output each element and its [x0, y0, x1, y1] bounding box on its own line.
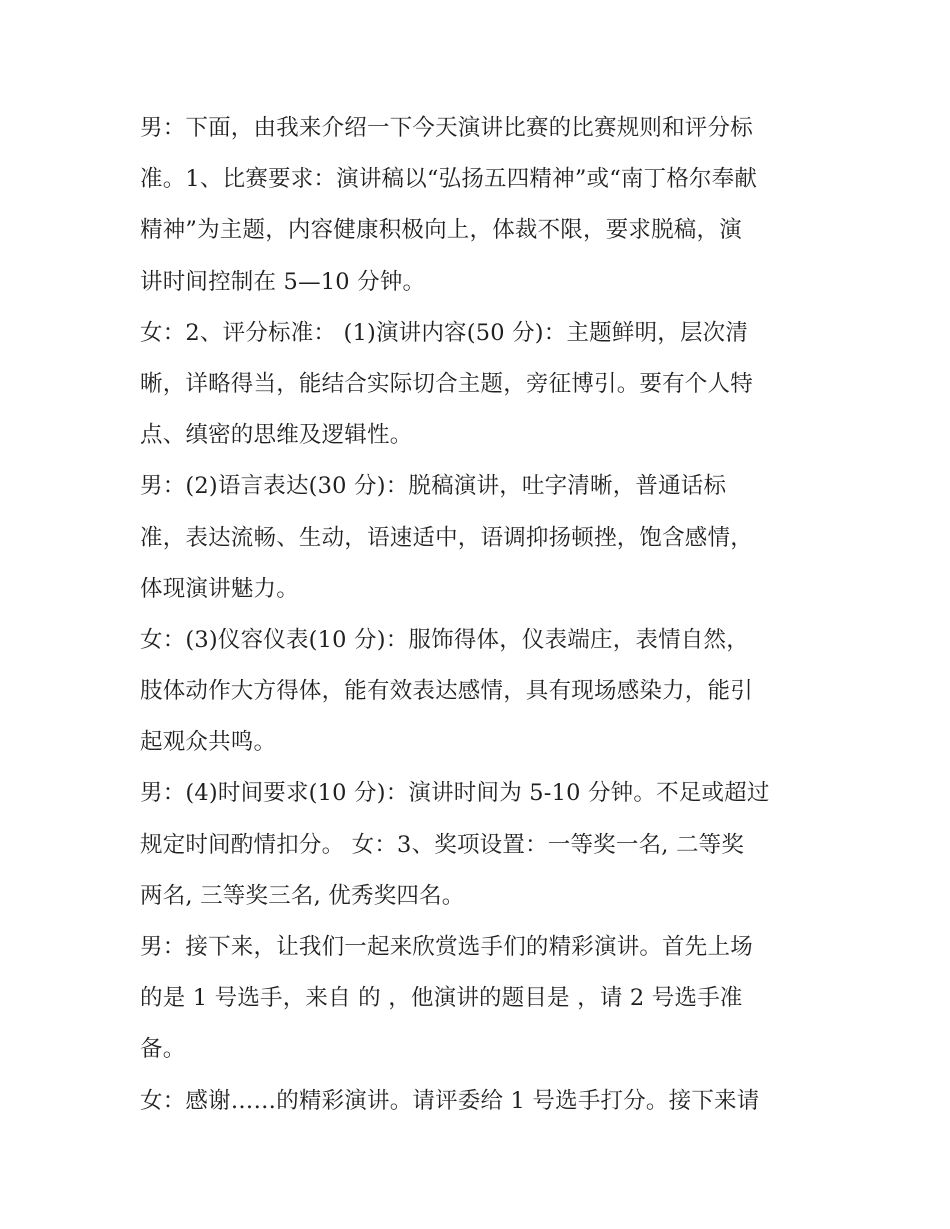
text-line: 肢体动作大方得体，能有效表达感情，具有现场感染力，能引	[140, 678, 753, 705]
text-line: 女：2、评分标准： (1)演讲内容(50 分)：主题鲜明，层次清	[140, 319, 749, 346]
text-line: 男：(2)语言表达(30 分)：脱稿演讲，吐字清晰，普通话标	[140, 473, 727, 500]
text-line: 女：感谢……的精彩演讲。请评委给 1 号选手打分。接下来请	[140, 1087, 760, 1114]
text-line: 讲时间控制在 5—10 分钟。	[140, 268, 426, 295]
text-line: 体现演讲魅力。	[140, 575, 299, 602]
text-line: 备。	[140, 1036, 186, 1063]
text-line: 准。1、比赛要求：演讲稿以“弘扬五四精神”或“南丁格尔奉献	[140, 166, 758, 193]
text-line: 精神”为主题，内容健康积极向上，体裁不限，要求脱稿，演	[140, 217, 742, 244]
text-line: 晰，详略得当，能结合实际切合主题，旁征博引。要有个人特	[140, 370, 753, 397]
text-line: 的是 1 号选手，来自 的 ，他演讲的题目是 ，请 2 号选手准	[140, 985, 743, 1012]
text-line: 准，表达流畅、生动，语速适中，语调抑扬顿挫，饱含感情，	[140, 524, 753, 551]
text-line: 女：(3)仪容仪表(10 分)：服饰得体，仪表端庄，表情自然，	[140, 626, 749, 653]
text-line: 两名, 三等奖三名, 优秀奖四名。	[140, 882, 465, 909]
text-line: 起观众共鸣。	[140, 729, 277, 756]
text-line: 规定时间酌情扣分。 女：3、奖项设置：一等奖一名, 二等奖	[140, 831, 745, 858]
text-line: 男：接下来，让我们一起来欣赏选手们的精彩演讲。首先上场	[140, 934, 753, 960]
text-line: 男：下面，由我来介绍一下今天演讲比赛的比赛规则和评分标	[140, 115, 753, 141]
text-line: 男：(4)时间要求(10 分)：演讲时间为 5-10 分钟。不足或超过	[140, 780, 770, 807]
document-body	[140, 103, 820, 1127]
text-line: 点、缜密的思维及逻辑性。	[140, 422, 413, 449]
